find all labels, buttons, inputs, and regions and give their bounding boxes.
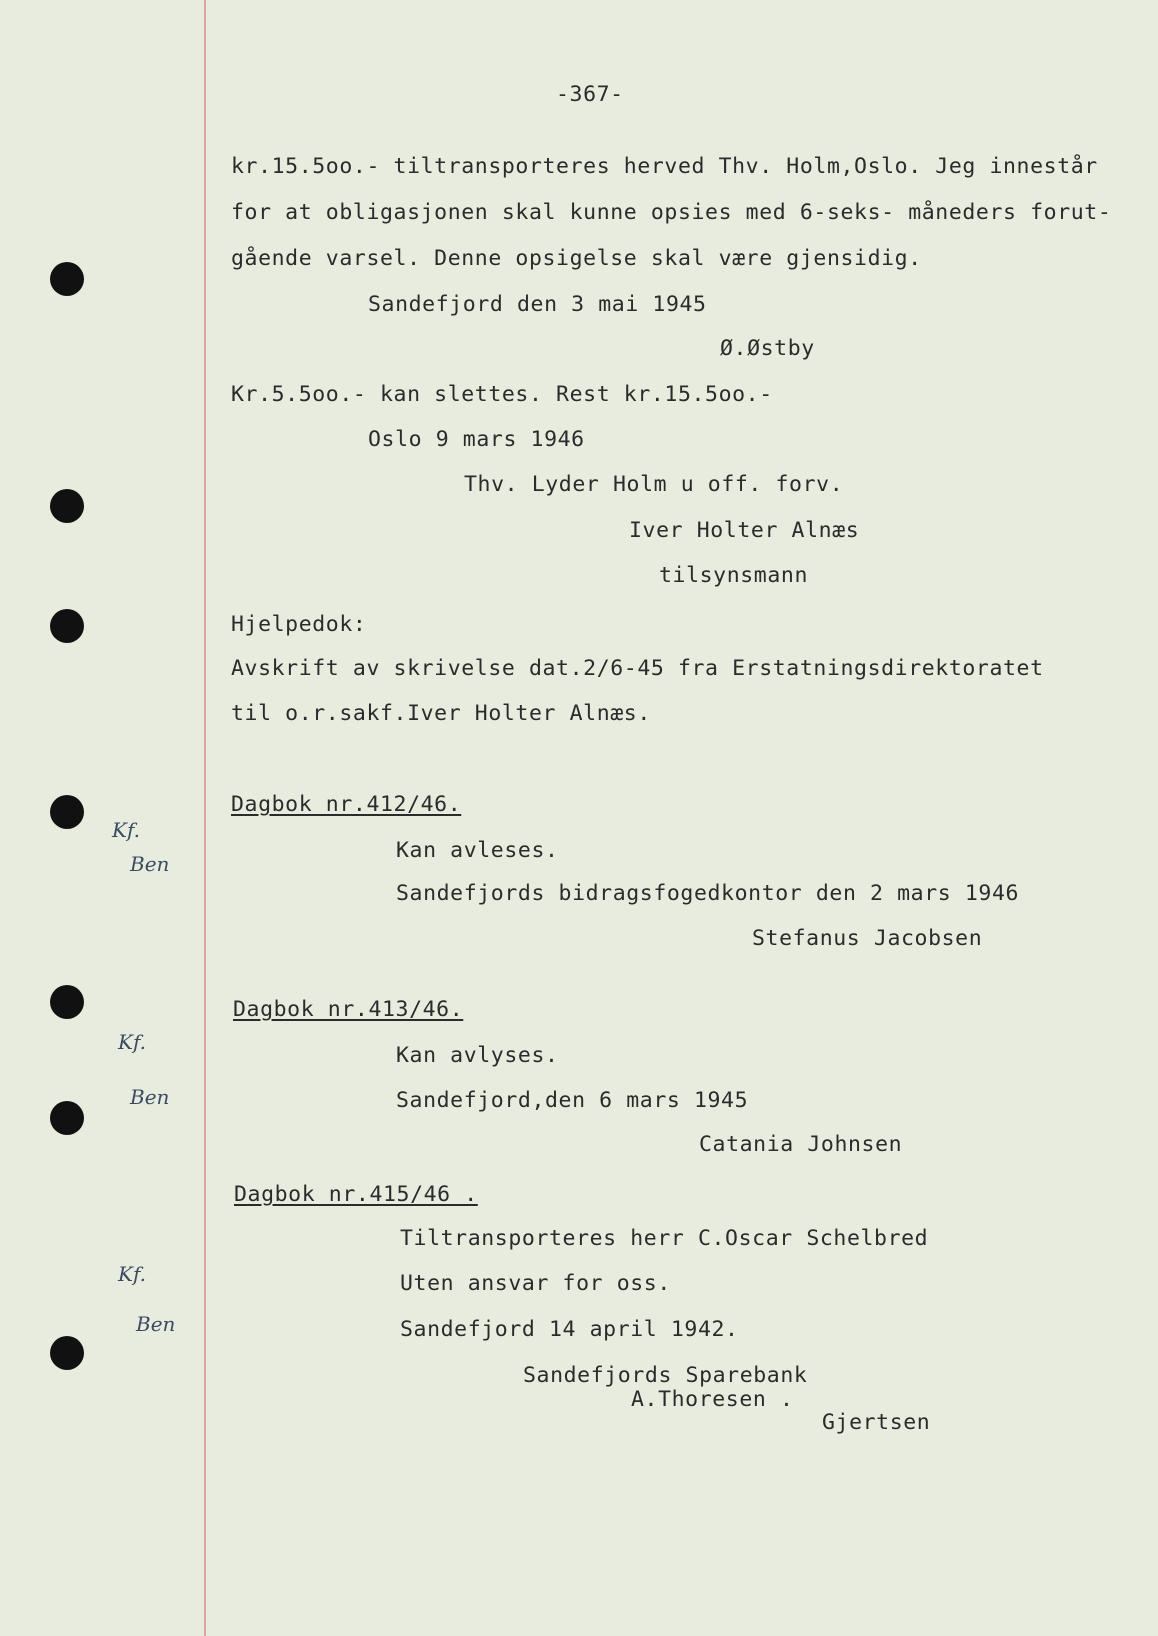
- text-line: Avskrift av skrivelse dat.2/6-45 fra Erstatningsdirektoratet: [231, 656, 1044, 681]
- margin-handwriting: Kf.: [118, 1030, 146, 1054]
- text-line: Thv. Lyder Holm u off. forv.: [464, 472, 844, 497]
- entry-heading: Dagbok nr.413/46.: [233, 997, 464, 1022]
- signature: Ø.Østby: [720, 336, 815, 361]
- margin-handwriting: Ben: [130, 852, 170, 876]
- text-line: gående varsel. Denne opsigelse skal være gjensidig.: [231, 246, 922, 271]
- punch-hole: [50, 262, 84, 296]
- text-line: Kan avlyses.: [396, 1043, 559, 1068]
- signature: Catania Johnsen: [699, 1132, 903, 1157]
- text-line: Kan avleses.: [396, 838, 559, 863]
- punch-hole: [50, 1101, 84, 1135]
- signature: Stefanus Jacobsen: [752, 926, 983, 951]
- text-line: til o.r.sakf.Iver Holter Alnæs.: [231, 701, 651, 726]
- section-heading: Hjelpedok:: [231, 612, 367, 637]
- signature: Iver Holter Alnæs: [629, 518, 860, 543]
- margin-handwriting: Ben: [136, 1312, 176, 1336]
- margin-handwriting: Ben: [130, 1085, 170, 1109]
- punch-hole: [50, 489, 84, 523]
- text-line: kr.15.5oo.- tiltransporteres herved Thv. Holm,Oslo. Jeg innestår: [231, 154, 1098, 179]
- signature: Gjertsen: [822, 1410, 931, 1435]
- text-line: Uten ansvar for oss.: [400, 1271, 671, 1296]
- margin-handwriting: Kf.: [118, 1262, 146, 1286]
- margin-handwriting: Kf.: [112, 818, 140, 842]
- place-date: Oslo 9 mars 1946: [368, 427, 585, 452]
- entry-heading: Dagbok nr.415/46 .: [234, 1182, 478, 1207]
- place-date: Sandefjord,den 6 mars 1945: [396, 1088, 749, 1113]
- signature-title: tilsynsmann: [659, 563, 808, 588]
- margin-line: [204, 0, 206, 1636]
- text-line: Kr.5.5oo.- kan slettes. Rest kr.15.5oo.-: [231, 382, 773, 407]
- punch-hole: [50, 795, 84, 829]
- text-line: for at obligasjonen skal kunne opsies med 6-seks- måneders forut-: [231, 200, 1112, 225]
- signature: Sandefjords Sparebank: [523, 1363, 808, 1388]
- text-line: Sandefjords bidragsfogedkontor den 2 mars 1946: [396, 881, 1020, 906]
- punch-hole: [50, 609, 84, 643]
- punch-hole: [50, 985, 84, 1019]
- place-date: Sandefjord den 3 mai 1945: [368, 292, 707, 317]
- text-line: Tiltransporteres herr C.Oscar Schelbred: [400, 1226, 929, 1251]
- punch-hole: [50, 1336, 84, 1370]
- place-date: Sandefjord 14 april 1942.: [400, 1317, 739, 1342]
- signature: A.Thoresen .: [631, 1387, 794, 1412]
- entry-heading: Dagbok nr.412/46.: [231, 792, 462, 817]
- page-number: -367-: [556, 82, 624, 107]
